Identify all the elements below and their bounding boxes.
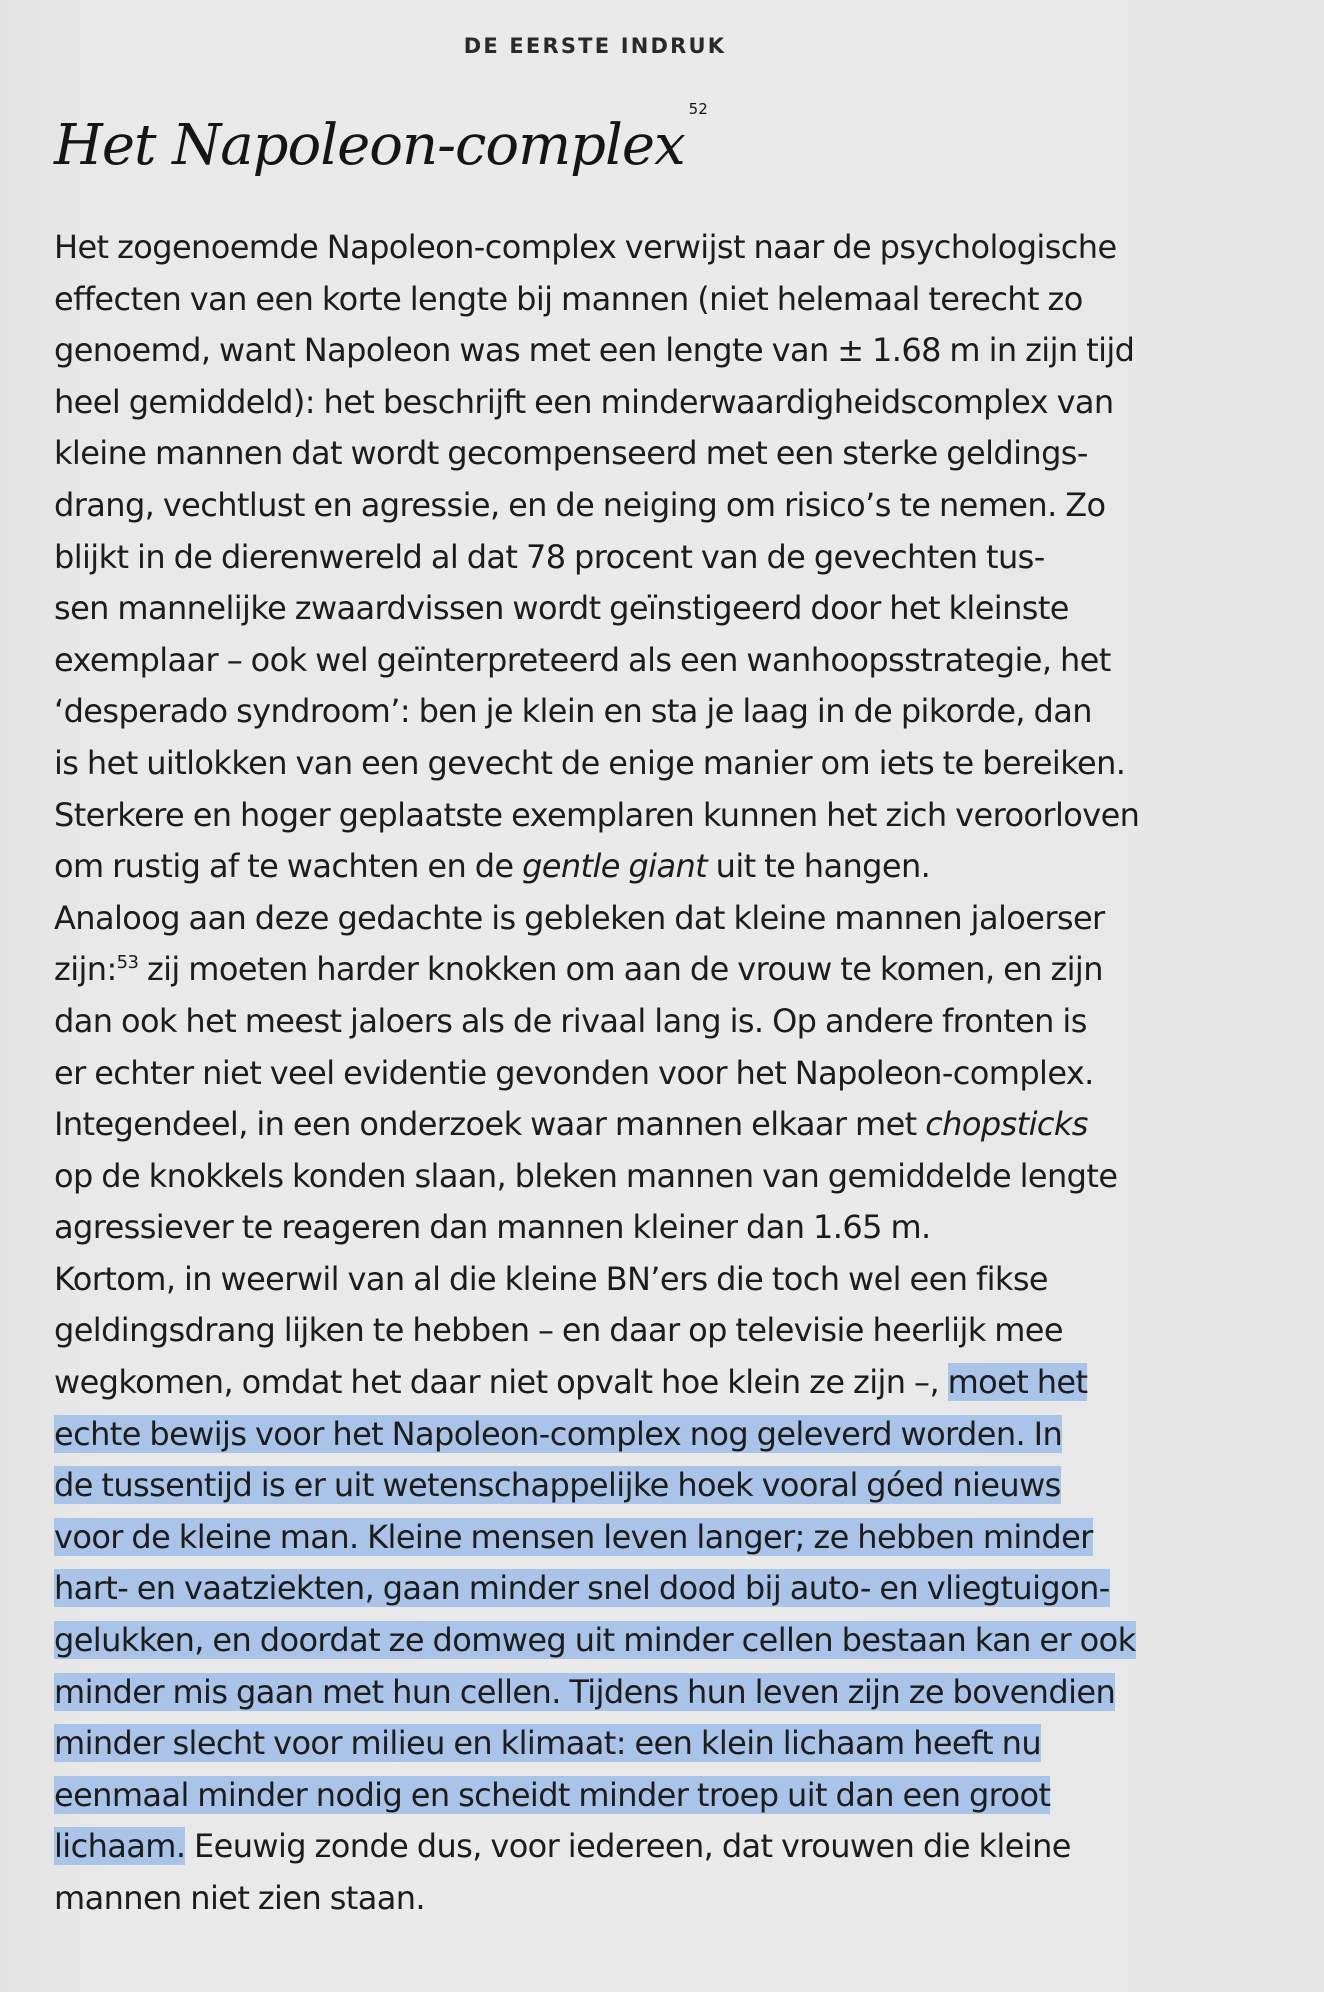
text-line[interactable] xyxy=(54,790,1214,842)
text-line[interactable] xyxy=(54,1048,1214,1100)
chapter-title-text: Het Napoleon-complex xyxy=(54,113,685,178)
text-line[interactable] xyxy=(54,1718,1214,1770)
text-segment[interactable]: kleine mannen dat wordt gecompenseerd met een sterke geldings- xyxy=(54,434,1088,473)
text-line[interactable] xyxy=(54,738,1214,790)
text-segment[interactable]: Integendeel, in een onderzoek waar mannen elkaar met xyxy=(54,1105,926,1144)
text-line[interactable] xyxy=(54,532,1214,584)
text-segment[interactable]: Kortom, in weerwil van al die kleine BN’ers die toch wel een fikse xyxy=(54,1259,1048,1298)
highlighted-text[interactable]: minder mis gaan met hun cellen. Tijdens hun leven zijn ze bovendien xyxy=(54,1672,1116,1711)
highlighted-text[interactable]: echte bewijs voor het Napoleon-complex nog geleverd worden. In xyxy=(54,1414,1063,1453)
text-segment[interactable]: sen mannelijke zwaardvissen wordt geïnstigeerd door het kleinste xyxy=(54,589,1069,628)
text-segment[interactable]: zij moeten harder knokken om aan de vrouw te komen, en zijn xyxy=(138,950,1103,989)
text-segment[interactable]: wegkomen, omdat het daar niet opvalt hoe klein ze zijn –, xyxy=(54,1363,948,1402)
chapter-title xyxy=(54,100,708,178)
text-line[interactable] xyxy=(54,480,1214,532)
text-segment[interactable]: uit te hangen. xyxy=(707,847,931,886)
text-line[interactable] xyxy=(54,325,1214,377)
text-segment[interactable]: geldingsdrang lijken te hebben – en daar op televisie heerlijk mee xyxy=(54,1311,1063,1350)
text-line[interactable] xyxy=(54,1305,1214,1357)
highlighted-text[interactable]: hart- en vaatziekten, gaan minder snel dood bij auto- en vliegtuigon- xyxy=(54,1569,1110,1608)
text-line[interactable] xyxy=(54,377,1214,429)
text-segment[interactable]: mannen niet zien staan. xyxy=(54,1879,425,1917)
highlighted-text[interactable]: lichaam. xyxy=(54,1827,186,1866)
highlighted-text[interactable]: voor de kleine man. Kleine mensen leven langer; ze hebben minder xyxy=(54,1517,1093,1556)
text-line[interactable] xyxy=(54,1770,1214,1822)
highlighted-text[interactable]: moet het xyxy=(947,1363,1088,1402)
highlighted-text[interactable]: gelukken, en doordat ze domweg uit minder cellen bestaan kan er ook xyxy=(54,1621,1136,1660)
text-segment[interactable]: agressiever te reageren dan mannen kleiner dan 1.65 m. xyxy=(54,1208,931,1247)
text-line[interactable] xyxy=(54,1667,1214,1719)
text-line[interactable] xyxy=(54,1254,1214,1306)
text-segment[interactable]: dan ook het meest jaloers als de rivaal lang is. Op andere fronten is xyxy=(54,1001,1087,1040)
text-segment[interactable]: Eeuwig zonde dus, voor iedereen, dat vrouwen die kleine xyxy=(185,1827,1071,1866)
text-line[interactable] xyxy=(54,1151,1214,1203)
text-segment[interactable]: heel gemiddeld): het beschrijft een minderwaardigheidscomplex van xyxy=(54,382,1114,421)
text-line[interactable] xyxy=(54,996,1214,1048)
text-segment[interactable]: blijkt in de dierenwereld al dat 78 procent van de gevechten tus- xyxy=(54,537,1045,576)
italic-text[interactable]: gentle giant xyxy=(522,847,708,886)
text-line[interactable] xyxy=(54,893,1214,945)
text-segment[interactable]: om rustig af te wachten en de xyxy=(54,847,523,886)
text-line[interactable] xyxy=(54,428,1214,480)
text-segment[interactable]: exemplaar – ook wel geïnterpreteerd als een wanhoopsstrategie, het xyxy=(54,640,1111,679)
text-segment[interactable]: drang, vechtlust en agressie, en de neiging om risico’s te nemen. Zo xyxy=(54,485,1106,524)
title-footnote-marker: 52 xyxy=(688,100,708,119)
text-line[interactable] xyxy=(54,841,1214,893)
text-segment[interactable]: zijn: xyxy=(54,950,117,989)
text-segment[interactable]: er echter niet veel evidentie gevonden voor het Napoleon-complex. xyxy=(54,1053,1094,1092)
text-line[interactable] xyxy=(54,1357,1214,1409)
text-segment[interactable]: ‘desperado syndroom’: ben je klein en sta je laag in de pikorde, dan xyxy=(54,692,1092,731)
text-segment[interactable]: Het zogenoemde Napoleon-complex verwijst naar de psychologische xyxy=(54,228,1117,266)
text-segment[interactable]: is het uitlokken van een gevecht de enige manier om iets te bereiken. xyxy=(54,743,1126,782)
running-head: DE EERSTE INDRUK xyxy=(463,34,727,58)
highlighted-text[interactable]: de tussentijd is er uit wetenschappelijke hoek vooral góed nieuws xyxy=(54,1466,1061,1505)
text-segment[interactable]: effecten van een korte lengte bij mannen (niet helemaal terecht zo xyxy=(54,279,1083,318)
text-line[interactable] xyxy=(54,1615,1214,1667)
footnote-marker[interactable]: 53 xyxy=(116,952,139,974)
text-line[interactable] xyxy=(54,274,1214,326)
text-line[interactable] xyxy=(54,1099,1214,1151)
text-line[interactable] xyxy=(54,1512,1214,1564)
highlighted-text[interactable]: minder slecht voor milieu en klimaat: een klein lichaam heeft nu xyxy=(54,1724,1042,1763)
text-line[interactable] xyxy=(54,583,1214,635)
text-line[interactable] xyxy=(54,1202,1214,1254)
text-segment[interactable]: op de knokkels konden slaan, bleken mannen van gemiddelde lengte xyxy=(54,1156,1118,1195)
text-segment[interactable]: Sterkere en hoger geplaatste exemplaren kunnen het zich veroorloven xyxy=(54,795,1140,834)
body-text[interactable] xyxy=(54,222,1214,1925)
highlighted-text[interactable]: eenmaal minder nodig en scheidt minder troep uit dan een groot xyxy=(54,1775,1051,1814)
text-line[interactable] xyxy=(54,1821,1214,1873)
text-line[interactable] xyxy=(54,222,1214,274)
text-line[interactable] xyxy=(54,686,1214,738)
italic-text[interactable]: chopsticks xyxy=(925,1105,1088,1144)
text-line[interactable] xyxy=(54,1409,1214,1461)
text-line[interactable] xyxy=(54,635,1214,687)
text-line[interactable] xyxy=(54,1563,1214,1615)
text-segment[interactable]: Analoog aan deze gedachte is gebleken dat kleine mannen jaloerser xyxy=(54,898,1105,937)
text-line[interactable] xyxy=(54,1873,1214,1925)
text-line[interactable] xyxy=(54,944,1214,996)
text-segment[interactable]: genoemd, want Napoleon was met een lengte van ± 1.68 m in zijn tijd xyxy=(54,331,1135,370)
text-line[interactable] xyxy=(54,1460,1214,1512)
